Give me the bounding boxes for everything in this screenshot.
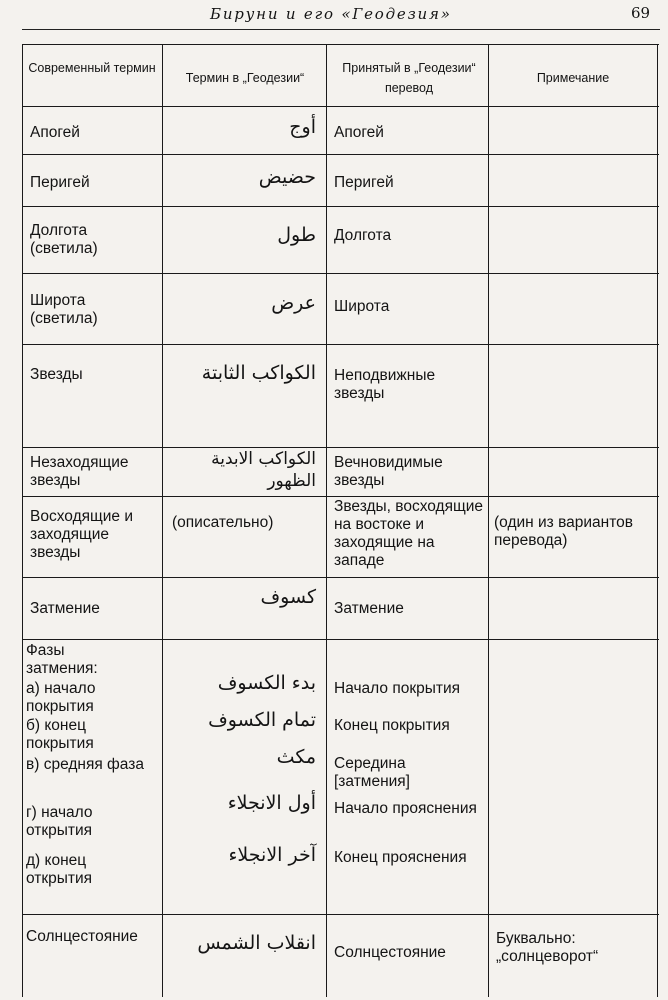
row-divider	[22, 206, 659, 207]
row-divider	[22, 496, 659, 497]
cell-translation: Перигей	[334, 174, 394, 191]
cell-translation: Конец прояснения	[334, 849, 467, 866]
running-title: Бируни и его «Геодезия»	[210, 5, 452, 23]
cell-modern-term: Затмение	[30, 600, 100, 617]
cell-translation: Неподвижные звезды	[334, 367, 436, 402]
cell-arabic-term: انقلاب الشمس	[197, 932, 316, 954]
cell-note: Буквально: „солнцеворот“	[496, 930, 599, 965]
terms-table	[22, 44, 659, 997]
cell-geodesy-term: (описательно)	[172, 514, 274, 531]
cell-translation: Начало прояснения	[334, 800, 477, 817]
cell-modern-term: Апогей	[30, 124, 80, 141]
row-divider	[22, 273, 659, 274]
cell-translation: Середина [затмения]	[334, 755, 410, 790]
table-border-left	[22, 44, 23, 997]
cell-arabic-term: أوج	[289, 116, 316, 138]
column-header-modern: Современный термин	[28, 61, 156, 75]
row-divider	[22, 344, 659, 345]
header-divider	[22, 106, 659, 107]
cell-phase-term: б) конец покрытия	[26, 717, 94, 752]
cell-modern-term: Незаходящие звезды	[30, 454, 129, 489]
cell-phase-term: а) начало покрытия	[26, 680, 96, 715]
cell-arabic-term: بدء الكسوف	[217, 672, 316, 694]
column-header-translation: Принятый в „Геодезии“ перевод	[342, 61, 476, 95]
cell-translation: Широта	[334, 298, 390, 315]
cell-arabic-term: الكواكب الابدية الظهور	[211, 449, 316, 491]
cell-translation: Звезды, восходящие на востоке и заходящие на западе	[334, 498, 484, 569]
cell-arabic-term: تمام الكسوف	[208, 709, 316, 731]
cell-modern-term: Восходящие и заходящие звезды	[30, 508, 133, 561]
cell-phase-term: в) средняя фаза	[26, 756, 144, 773]
cell-arabic-term: حضيض	[258, 166, 316, 188]
column-header-geodesy: Термин в „Геодезии“	[185, 71, 305, 85]
cell-phase-term: г) начало открытия	[26, 804, 93, 839]
column-divider	[162, 44, 163, 997]
cell-modern-term: Долгота (светила)	[30, 222, 98, 257]
cell-translation: Начало покрытия	[334, 680, 461, 697]
row-divider	[22, 639, 659, 640]
row-divider	[22, 447, 659, 448]
table-border-top	[22, 44, 659, 45]
cell-arabic-term: طول	[277, 224, 316, 246]
table-border-right	[657, 44, 658, 997]
cell-translation: Вечновидимые звезды	[334, 454, 443, 489]
cell-translation: Конец покрытия	[334, 717, 450, 734]
cell-phase-term: д) конец открытия	[26, 852, 93, 887]
cell-modern-term: Звезды	[30, 366, 83, 383]
cell-translation: Солнцестояние	[334, 944, 446, 961]
row-divider	[22, 914, 659, 915]
cell-translation: Долгота	[334, 227, 392, 244]
cell-translation: Апогей	[334, 124, 384, 141]
cell-modern-term: Солнцестояние	[26, 928, 138, 945]
cell-arabic-term: الكواكب الثابتة	[201, 362, 316, 384]
cell-note: (один из вариантов перевода)	[494, 514, 634, 549]
cell-phases-heading: Фазы затмения:	[26, 642, 98, 677]
page-number: 69	[631, 4, 651, 22]
cell-arabic-term: عرض	[271, 292, 316, 314]
cell-translation: Затмение	[334, 600, 404, 617]
cell-arabic-term: آخر الانجلاء	[228, 844, 316, 866]
column-header-note: Примечание	[536, 71, 610, 85]
column-divider	[488, 44, 489, 997]
row-divider	[22, 154, 659, 155]
cell-arabic-term: كسوف	[260, 586, 316, 608]
cell-arabic-term: أول الانجلاء	[227, 792, 316, 814]
column-divider	[326, 44, 327, 997]
page-header	[0, 0, 668, 32]
cell-modern-term: Широта (светила)	[30, 292, 98, 327]
cell-arabic-term: مكث	[276, 746, 316, 768]
cell-modern-term: Перигей	[30, 174, 90, 191]
row-divider	[22, 577, 659, 578]
header-rule	[22, 29, 660, 30]
